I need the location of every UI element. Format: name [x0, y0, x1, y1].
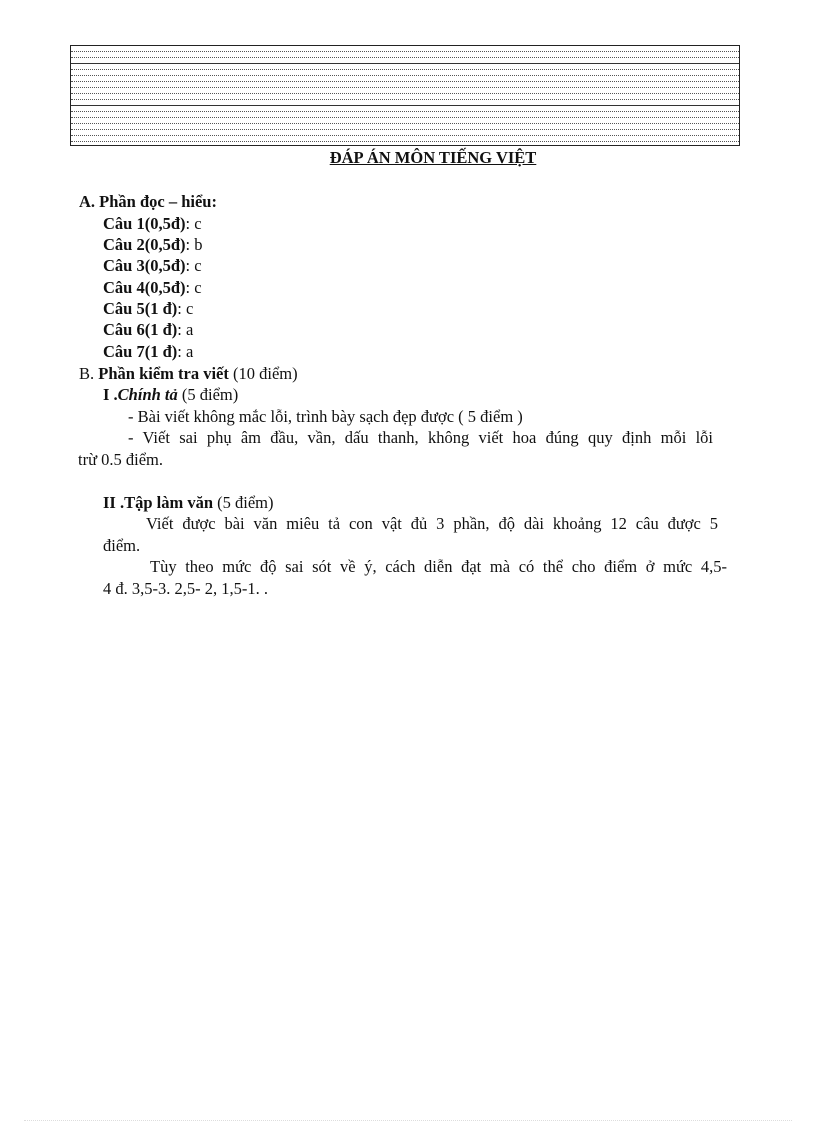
answer-item: [103, 256, 202, 276]
part-b-points: (10 điểm): [228, 364, 298, 383]
section1-points: (5 điểm): [177, 385, 239, 404]
answer-value: : c: [185, 278, 202, 297]
section1-line2b: trừ 0.5 điểm.: [78, 450, 164, 469]
answer-value: : c: [177, 299, 194, 318]
answer-value: : a: [177, 342, 194, 361]
section2-para2b: 4 đ. 3,5-3. 2,5- 2, 1,5-1. .: [103, 579, 268, 598]
answer-value: : a: [177, 320, 194, 339]
part-b-heading: [79, 364, 298, 384]
answer-item: [103, 235, 202, 255]
answer-item: [103, 320, 193, 340]
answer-label: Câu 7(1 đ): [103, 342, 178, 361]
part-b-prefix: B.: [79, 364, 99, 383]
section1-title: Chính tả: [117, 385, 178, 404]
section2-para2a: Tùy theo mức độ sai sót về ý, cách diễn đạt mà có thể cho điểm ở mức 4,5-: [150, 557, 727, 576]
answer-value: : b: [185, 235, 203, 254]
section1-heading: [103, 385, 238, 405]
answer-label: Câu 3(0,5đ): [103, 256, 186, 275]
answer-label: Câu 2(0,5đ): [103, 235, 186, 254]
answer-item: [103, 214, 202, 234]
answer-value: : c: [185, 256, 202, 275]
answer-label: Câu 5(1 đ): [103, 299, 178, 318]
section2-points: (5 điểm): [213, 493, 274, 512]
writing-lines-box: [70, 45, 740, 146]
part-b-title: Phần kiểm tra viết: [98, 364, 229, 383]
answer-item: [103, 278, 202, 298]
answer-label: Câu 4(0,5đ): [103, 278, 186, 297]
answer-item: [103, 299, 193, 319]
section1-prefix: I .: [103, 385, 118, 404]
section1-line2a: - Viết sai phụ âm đầu, vần, dấu thanh, không viết hoa đúng quy định mỗi lỗi: [128, 428, 713, 447]
section2-heading: [103, 493, 274, 513]
answer-label: Câu 1(0,5đ): [103, 214, 186, 233]
answer-item: [103, 342, 193, 362]
section2-title: II .Tập làm văn: [103, 493, 214, 512]
page-bottom-divider: [24, 1120, 792, 1121]
part-a-heading: A. Phần đọc – hiểu:: [79, 192, 217, 211]
page-title: ĐÁP ÁN MÔN TIẾNG VIỆT: [329, 148, 537, 167]
answer-value: : c: [185, 214, 202, 233]
section2-para1a: Viết được bài văn miêu tả con vật đủ 3 phần, độ dài khoảng 12 câu được 5: [146, 514, 718, 533]
section1-line1: - Bài viết không mắc lỗi, trình bày sạch đẹp được ( 5 điểm ): [128, 407, 523, 426]
section2-para1b: điểm.: [103, 536, 141, 555]
answer-label: Câu 6(1 đ): [103, 320, 178, 339]
